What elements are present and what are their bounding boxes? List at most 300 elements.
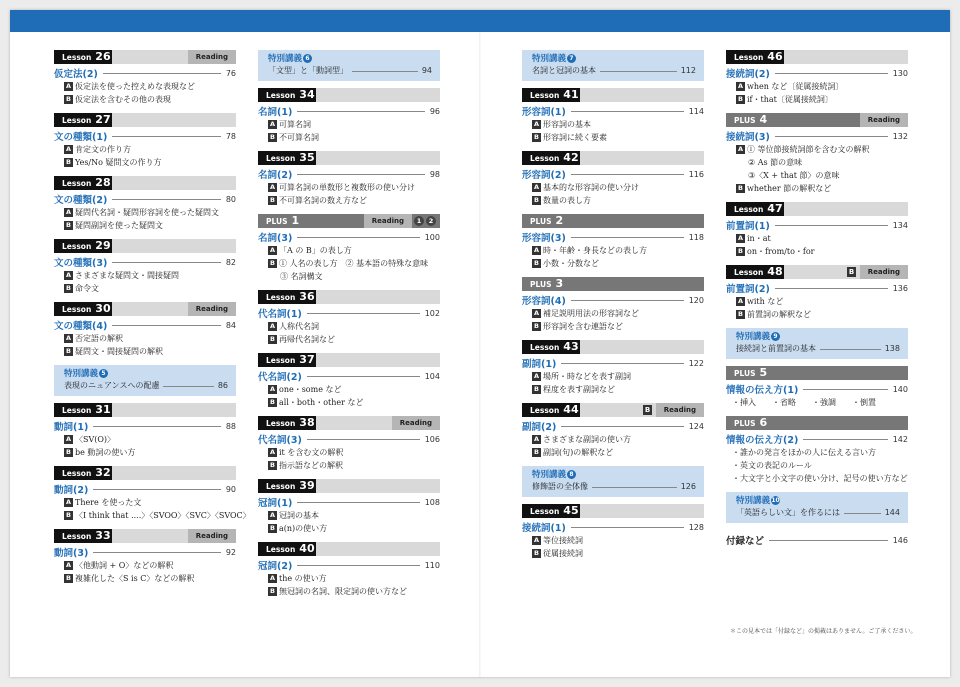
topic-badge: A — [533, 536, 540, 544]
topic-badge: B — [268, 335, 277, 344]
special-lecture-heading — [532, 469, 696, 481]
lesson-label — [522, 151, 580, 165]
entry-title: 副詞(2) — [522, 422, 557, 433]
lesson-label — [54, 403, 112, 417]
page-number: 94 — [421, 66, 432, 75]
lesson-header — [522, 88, 704, 102]
sub-topic-text: 等位接続詞 — [543, 536, 583, 545]
topic-badge: B — [736, 310, 745, 319]
special-lecture-label: 特別講義 — [736, 496, 771, 506]
toc-entry[interactable] — [258, 369, 440, 383]
page-number: 98 — [429, 169, 440, 179]
leader-line — [571, 111, 684, 112]
sub-topic — [726, 295, 908, 308]
toc-entry[interactable] — [726, 129, 908, 143]
topic-badge: B — [268, 524, 277, 533]
lesson-header — [54, 466, 236, 480]
toc-entry[interactable] — [726, 432, 908, 446]
page-number: 138 — [884, 344, 900, 353]
leader-line — [297, 502, 419, 503]
toc-entry[interactable] — [54, 129, 236, 143]
topic-badge: B — [268, 461, 277, 470]
toc-entry[interactable] — [258, 558, 440, 572]
lesson-block — [258, 290, 440, 346]
label-number: 41 — [563, 88, 579, 101]
lesson-header — [258, 151, 440, 165]
lesson-header — [54, 403, 236, 417]
toc-entry[interactable] — [726, 218, 908, 232]
entry-title: 情報の伝え方(2) — [726, 435, 799, 446]
label-number: 34 — [299, 88, 315, 101]
sub-topic — [726, 143, 908, 156]
page-number: 112 — [680, 66, 696, 75]
leader-line — [775, 73, 888, 74]
topic-badge: A — [269, 120, 276, 128]
sub-topic-text: 仮定法を含むその他の表現 — [75, 95, 171, 104]
topic-badge: A — [65, 435, 72, 443]
lesson-block — [258, 151, 440, 207]
special-lecture-number: 8 — [567, 470, 576, 479]
page-number: 84 — [225, 320, 236, 330]
topic-badge: B — [64, 95, 73, 104]
special-lecture-entry[interactable] — [64, 380, 228, 392]
lesson-header — [54, 50, 236, 64]
bullet-text: 大文字と小文字の使い分け、記号の使い方など — [740, 474, 908, 483]
topic-badge: B — [64, 448, 73, 457]
reading-tag: Reading — [860, 265, 908, 279]
entry-title: 形容詞(1) — [522, 107, 566, 118]
lesson-label — [522, 504, 580, 518]
sub-topic-text: 仮定法を使った控えめな表現など — [75, 82, 195, 91]
lesson-block — [54, 239, 236, 295]
topic-badge: A — [269, 246, 276, 254]
lesson-label — [726, 265, 784, 279]
sub-topic — [54, 572, 236, 585]
toc-entry[interactable] — [54, 482, 236, 496]
plus-label — [726, 416, 908, 430]
lesson-block — [522, 88, 704, 144]
leader-line — [775, 288, 888, 289]
leader-line — [112, 262, 221, 263]
label-number: 6 — [759, 416, 768, 429]
sub-topic-text: 〈他動詞 + O〉などの解釈 — [75, 561, 174, 570]
lesson-label — [54, 50, 112, 64]
toc-entry[interactable] — [726, 382, 908, 396]
topic-badge: B — [64, 574, 73, 583]
page-number: 102 — [424, 308, 440, 318]
special-lecture-box — [522, 50, 704, 81]
entry-title: 文の種類(3) — [54, 258, 108, 269]
lesson-block — [726, 265, 908, 321]
sub-topic-text: 疑問代名詞・疑問形容詞を使った疑問文 — [75, 208, 219, 217]
leader-line — [775, 136, 888, 137]
page-number: 142 — [892, 434, 908, 444]
label-prefix: Lesson — [62, 406, 92, 415]
topic-badge: A — [269, 183, 276, 191]
label-prefix: Lesson — [734, 205, 764, 214]
topic-badge: A — [533, 435, 540, 443]
page-number: 128 — [688, 522, 704, 532]
sub-topic-text: on・from/to・for — [747, 247, 815, 256]
label-prefix: Lesson — [62, 242, 92, 251]
toc-entry[interactable] — [54, 255, 236, 269]
lesson-header — [258, 353, 440, 367]
sub-topic-text: be 動詞の使い方 — [75, 448, 136, 457]
topic-badge: A — [737, 234, 744, 242]
sub-topic — [726, 232, 908, 245]
sub-topic — [522, 194, 704, 207]
topic-badge: A — [65, 208, 72, 216]
label-number: 2 — [555, 214, 564, 227]
label-prefix: PLUS — [734, 419, 756, 428]
entry-title: 接続詞(2) — [726, 69, 770, 80]
bullet-dot: ・ — [732, 398, 740, 407]
topic-badge: A — [269, 385, 276, 393]
topic-badge: B — [268, 587, 277, 596]
toc-entry[interactable] — [522, 230, 704, 244]
sub-topic-text: 疑問副詞を使った疑問文 — [75, 221, 163, 230]
sub-topic — [522, 534, 704, 547]
entry-title: 冠詞(1) — [258, 498, 293, 509]
sub-topic-text: if・that〔従属接続詞〕 — [747, 95, 833, 104]
leader-line — [571, 527, 684, 528]
entry-title: 情報の伝え方(1) — [726, 385, 799, 396]
sub-topic — [726, 80, 908, 93]
special-lecture-box — [726, 328, 908, 359]
label-number: 44 — [563, 403, 579, 416]
toc-entry[interactable] — [726, 66, 908, 80]
lesson-label — [258, 416, 316, 430]
lesson-block — [54, 403, 236, 459]
lesson-header — [522, 504, 704, 518]
special-lecture-heading — [64, 368, 228, 380]
lesson-block — [258, 353, 440, 409]
toc-entry[interactable] — [54, 545, 236, 559]
entry-title: 代名詞(3) — [258, 435, 302, 446]
leader-line — [307, 376, 420, 377]
sub-topic — [258, 446, 440, 459]
page-number: 108 — [424, 497, 440, 507]
bullet-item — [726, 459, 908, 472]
lesson-label — [258, 290, 316, 304]
page-number: 96 — [429, 106, 440, 116]
lesson-block — [258, 88, 440, 144]
entry-title: 前置詞(2) — [726, 284, 770, 295]
sub-topic — [258, 270, 440, 283]
lesson-label — [258, 353, 316, 367]
topic-badge: B — [532, 448, 541, 457]
leader-line — [307, 313, 420, 314]
label-prefix: Lesson — [62, 305, 92, 314]
label-number: 36 — [299, 290, 315, 303]
topic-badge: A — [533, 183, 540, 191]
toc-entry[interactable] — [522, 419, 704, 433]
sub-topic-text: さまざまな副詞の使い方 — [543, 435, 631, 444]
topic-badge: A — [65, 82, 72, 90]
sub-topic-text: ① 人名の表し方 ② 基本語の特殊な意味 — [279, 259, 429, 268]
toc-entry[interactable] — [258, 167, 440, 181]
topic-badge: A — [65, 561, 72, 569]
plus-block — [726, 366, 908, 409]
topic-badge: B — [268, 196, 277, 205]
sub-topic — [258, 333, 440, 346]
lesson-label — [54, 302, 112, 316]
page-number: 116 — [688, 169, 704, 179]
box-b-badge: B — [848, 268, 855, 276]
entry-title: 動詞(3) — [54, 548, 89, 559]
sub-topic-text: 可算名詞 — [279, 120, 311, 129]
sub-topic-text: whether 節の解釈など — [747, 184, 832, 193]
topic-badge: A — [533, 246, 540, 254]
lesson-header — [54, 529, 236, 543]
appendix-title: 付録など — [726, 536, 765, 547]
leader-line — [571, 237, 684, 238]
appendix-entry[interactable] — [726, 533, 908, 547]
plus-header — [522, 214, 704, 228]
page-number: 88 — [225, 421, 236, 431]
special-lecture-title: 修飾語の全体像 — [532, 482, 588, 491]
leader-line — [775, 225, 888, 226]
topic-badge: B — [64, 511, 73, 520]
page-number: 80 — [225, 194, 236, 204]
entry-title: 動詞(2) — [54, 485, 89, 496]
sub-topic-text: 程度を表す副詞など — [543, 385, 615, 394]
label-number: 30 — [95, 302, 111, 315]
special-lecture-entry[interactable] — [736, 507, 900, 519]
sub-topic-text: 形容詞に続く要素 — [543, 133, 607, 142]
topic-badge: A — [737, 145, 744, 153]
page-number: 92 — [225, 547, 236, 557]
entry-title: 副詞(1) — [522, 359, 557, 370]
plus-header — [726, 416, 908, 430]
sub-topic — [54, 509, 251, 522]
lesson-label — [522, 340, 580, 354]
lesson-block — [258, 479, 440, 535]
label-number: 32 — [95, 466, 111, 479]
header-bar — [10, 10, 950, 32]
label-prefix: Lesson — [530, 91, 560, 100]
entry-title: 名詞(1) — [258, 107, 293, 118]
page-number: 90 — [225, 484, 236, 494]
circle-number-badge: 2 — [426, 216, 436, 226]
entry-title: 名詞(3) — [258, 233, 293, 244]
sub-topic — [726, 308, 908, 321]
leader-line — [93, 426, 221, 427]
special-lecture-entry[interactable] — [532, 481, 696, 493]
lesson-block — [522, 403, 704, 459]
label-number: 27 — [95, 113, 111, 126]
page-number: 106 — [424, 434, 440, 444]
topic-badge: A — [533, 120, 540, 128]
plus-block — [522, 277, 704, 333]
toc-entry[interactable] — [54, 66, 236, 80]
footnote: ＊この見本では「付録など」の掲載はありません。ご了承ください。 — [730, 628, 917, 635]
sub-topic — [258, 118, 440, 131]
toc-entry[interactable] — [726, 281, 908, 295]
sub-topic-text: when など〔従属接続詞〕 — [747, 82, 844, 91]
toc-entry[interactable] — [522, 167, 704, 181]
lesson-block — [726, 50, 908, 106]
sub-topic-text: 命令文 — [75, 284, 99, 293]
label-prefix: Lesson — [62, 53, 92, 62]
sub-topic-text: 不可算名詞 — [279, 133, 319, 142]
lesson-header — [726, 265, 908, 279]
plus-header — [726, 113, 908, 127]
label-prefix: Lesson — [62, 116, 92, 125]
bullet-dot: ・ — [732, 461, 740, 470]
plus-block — [726, 416, 908, 485]
special-lecture-entry[interactable] — [736, 343, 900, 355]
label-prefix: Lesson — [734, 53, 764, 62]
lesson-block — [726, 202, 908, 258]
label-number: 45 — [563, 504, 579, 517]
topic-badge: B — [64, 284, 73, 293]
special-lecture-heading — [268, 53, 432, 65]
label-prefix: Lesson — [266, 419, 296, 428]
toc-entry[interactable] — [258, 495, 440, 509]
page-number: 104 — [424, 371, 440, 381]
reading-tag: Reading — [188, 529, 236, 543]
lesson-block — [522, 151, 704, 207]
bullet-dot: ・ — [732, 448, 740, 457]
bullet-item — [726, 396, 908, 409]
box-b-badge: B — [644, 406, 651, 414]
plus-label — [522, 214, 704, 228]
topic-badge: B — [64, 158, 73, 167]
bullet-item — [726, 446, 908, 459]
topic-badge: B — [532, 196, 541, 205]
special-lecture-title: 「文型」と「動詞型」 — [268, 66, 348, 75]
label-prefix: Lesson — [734, 268, 764, 277]
topic-badge: B — [64, 347, 73, 356]
special-lecture-label: 特別講義 — [268, 54, 303, 64]
leader-line — [112, 136, 221, 137]
sub-topic-text: 基本的な形容詞の使い分け — [543, 183, 639, 192]
lesson-header — [258, 416, 440, 430]
toc-entry[interactable] — [54, 318, 236, 332]
topic-badge: A — [269, 574, 276, 582]
lesson-header — [726, 202, 908, 216]
toc-entry[interactable] — [258, 432, 440, 446]
sub-topic — [726, 245, 908, 258]
topic-badge: B — [532, 133, 541, 142]
leader-line — [844, 513, 881, 514]
label-number: 26 — [95, 50, 111, 63]
label-prefix: Lesson — [62, 469, 92, 478]
toc-entry[interactable] — [258, 306, 440, 320]
sub-topic — [522, 257, 704, 270]
page-number: 100 — [424, 232, 440, 242]
page-number: 132 — [892, 131, 908, 141]
entry-title: 形容詞(2) — [522, 170, 566, 181]
leader-line — [297, 174, 425, 175]
toc-entry[interactable] — [258, 104, 440, 118]
sub-topic-text: ② As 節の意味 — [748, 158, 803, 167]
bullet-text: 挿入 ・省略 ・強調 ・倒置 — [740, 398, 876, 407]
toc-entry[interactable] — [258, 230, 440, 244]
entry-title: 代名詞(1) — [258, 309, 302, 320]
page-number: 146 — [892, 535, 908, 545]
plus-header — [522, 277, 704, 291]
label-number: 4 — [759, 113, 768, 126]
sub-topic — [258, 585, 440, 598]
toc-entry[interactable] — [522, 293, 704, 307]
label-number: 38 — [299, 416, 315, 429]
lesson-block — [54, 176, 236, 232]
topic-badge: B — [532, 259, 541, 268]
bullet-text: 誰かの発言をほかの人に伝える言い方 — [740, 448, 876, 457]
sub-topic — [54, 143, 236, 156]
topic-badge: B — [268, 133, 277, 142]
lesson-label — [258, 88, 316, 102]
special-lecture-entry[interactable] — [532, 65, 696, 77]
entry-title: 文の種類(4) — [54, 321, 108, 332]
special-lecture-entry[interactable] — [268, 65, 432, 77]
entry-title: 文の種類(1) — [54, 132, 108, 143]
toc-entry[interactable] — [522, 356, 704, 370]
toc-entry[interactable] — [54, 192, 236, 206]
label-prefix: PLUS — [530, 217, 552, 226]
label-number: 43 — [563, 340, 579, 353]
plus-label — [726, 366, 908, 380]
lesson-label — [258, 151, 316, 165]
topic-badge: A — [737, 82, 744, 90]
sub-topic — [522, 307, 704, 320]
bullet-item — [726, 472, 908, 485]
toc-column-3 — [522, 50, 704, 567]
label-number: 37 — [299, 353, 315, 366]
plus-header — [258, 214, 440, 228]
lesson-header — [258, 542, 440, 556]
entry-title: 形容詞(3) — [522, 233, 566, 244]
lesson-label — [258, 479, 316, 493]
leader-line — [600, 71, 677, 72]
lesson-label — [54, 176, 112, 190]
lesson-block — [54, 113, 236, 169]
sub-topic-text: 人称代名詞 — [279, 322, 319, 331]
sub-topic-text: 再帰代名詞など — [279, 335, 335, 344]
sub-topic-text: the の使い方 — [279, 574, 327, 583]
entry-title: 代名詞(2) — [258, 372, 302, 383]
sub-topic — [726, 93, 908, 106]
page-number: 86 — [217, 381, 228, 390]
label-prefix: Lesson — [530, 406, 560, 415]
lesson-block — [54, 466, 251, 522]
page-number: 114 — [688, 106, 704, 116]
topic-badge: B — [532, 322, 541, 331]
special-lecture-number: 9 — [771, 332, 780, 341]
sub-topic-text: 無冠詞の名詞、限定詞の使い方など — [279, 587, 407, 596]
lesson-label — [54, 529, 112, 543]
sub-topic — [258, 522, 440, 535]
leader-line — [297, 111, 425, 112]
label-number: 40 — [299, 542, 315, 555]
sub-topic-text: 指示語などの解釈 — [279, 461, 343, 470]
plus-header — [726, 366, 908, 380]
toc-entry[interactable] — [522, 104, 704, 118]
label-prefix: Lesson — [530, 507, 560, 516]
lesson-label — [522, 403, 580, 417]
entry-title: 仮定法(2) — [54, 69, 98, 80]
special-lecture-label: 特別講義 — [532, 54, 567, 64]
toc-entry[interactable] — [522, 520, 704, 534]
special-lecture-box — [258, 50, 440, 81]
sub-topic-text: ③〈X + that 節〉の意味 — [748, 171, 840, 180]
leader-line — [561, 363, 683, 364]
lesson-header — [258, 479, 440, 493]
sub-topic — [522, 181, 704, 194]
toc-entry[interactable] — [54, 419, 236, 433]
